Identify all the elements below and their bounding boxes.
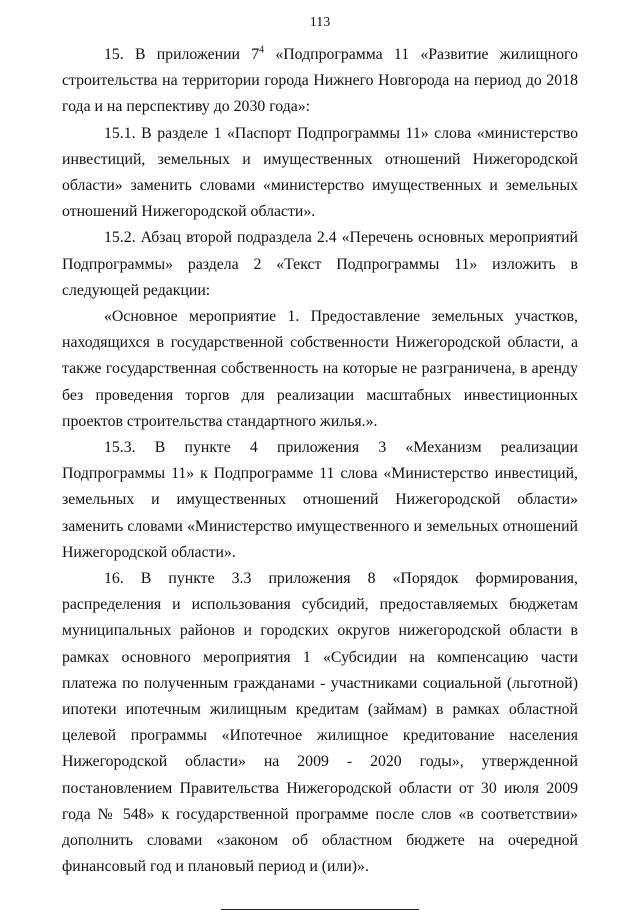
paragraph-item-15-2: 15.2. Абзац второй подраздела 2.4 «Перечень основных мероприятий Подпрограммы» раздела 2 «Текст Подпрограммы 11» изложить в следующей редакции: [62,229,578,299]
item-15-lead: 15. В приложении 7 [104,46,260,63]
paragraph-item-15 [62,42,578,121]
item-15-rest: «Подпрограмма 11 «Развитие жилищного строительства на территории города Нижнего Новгорода на период до 2018 года и на перспективу до 2030 года»: [62,46,578,116]
closing-separator-line [221,909,419,910]
paragraph-item-16: 16. В пункте 3.3 приложения 8 «Порядок формирования, распределения и использования субсидий, предоставляемых бюджетам муниципальных районов и городских округов нижегородской области в рамках основного мероприятия 1 «Субсидии на компенсацию части платежа по полученным гражданами - участниками социальной (льготной) ипотеки ипотечным жилищным кредитам (займам) в рамках областной целевой программы «Ипотечное жилищное кредитование населения Нижегородской области» на 2009 - 2020 годы», утвержденной постановлением Правительства Нижегородской области от 30 июля 2009 года № 548» к государственной программе после слов «в соответствии» дополнить словами «законом об областном бюджете на очередной финансовый год и плановый период и (или)». [62,570,578,876]
page-number: 113 [309,15,331,30]
paragraph-quoted-text: «Основное мероприятие 1. Предоставление земельных участков, находящихся в государственной собственности Нижегородской области, а также государственная собственность на которые не разграничена, в аренду без проведения торгов для реализации масштабных инвестиционных проектов строительства стандартного жилья.». [62,308,578,430]
paragraph-item-15-1: 15.1. В разделе 1 «Паспорт Подпрограммы 11» слова «министерство инвестиций, земельных и имущественных отношений Нижегородской области» заменить словами «министерство имущественных и земельных отношений Нижегородской области». [62,124,578,221]
paragraph-item-15-3: 15.3. В пункте 4 приложения 3 «Механизм реализации Подпрограммы 11» к Подпрограмме 11 слова «Министерство инвестиций, земельных и имущественных отношений Нижегородской области» заменить словами «Министерство имущественного и земельных отношений Нижегородской области». [62,439,578,561]
item-15-superscript: 4 [259,44,265,56]
